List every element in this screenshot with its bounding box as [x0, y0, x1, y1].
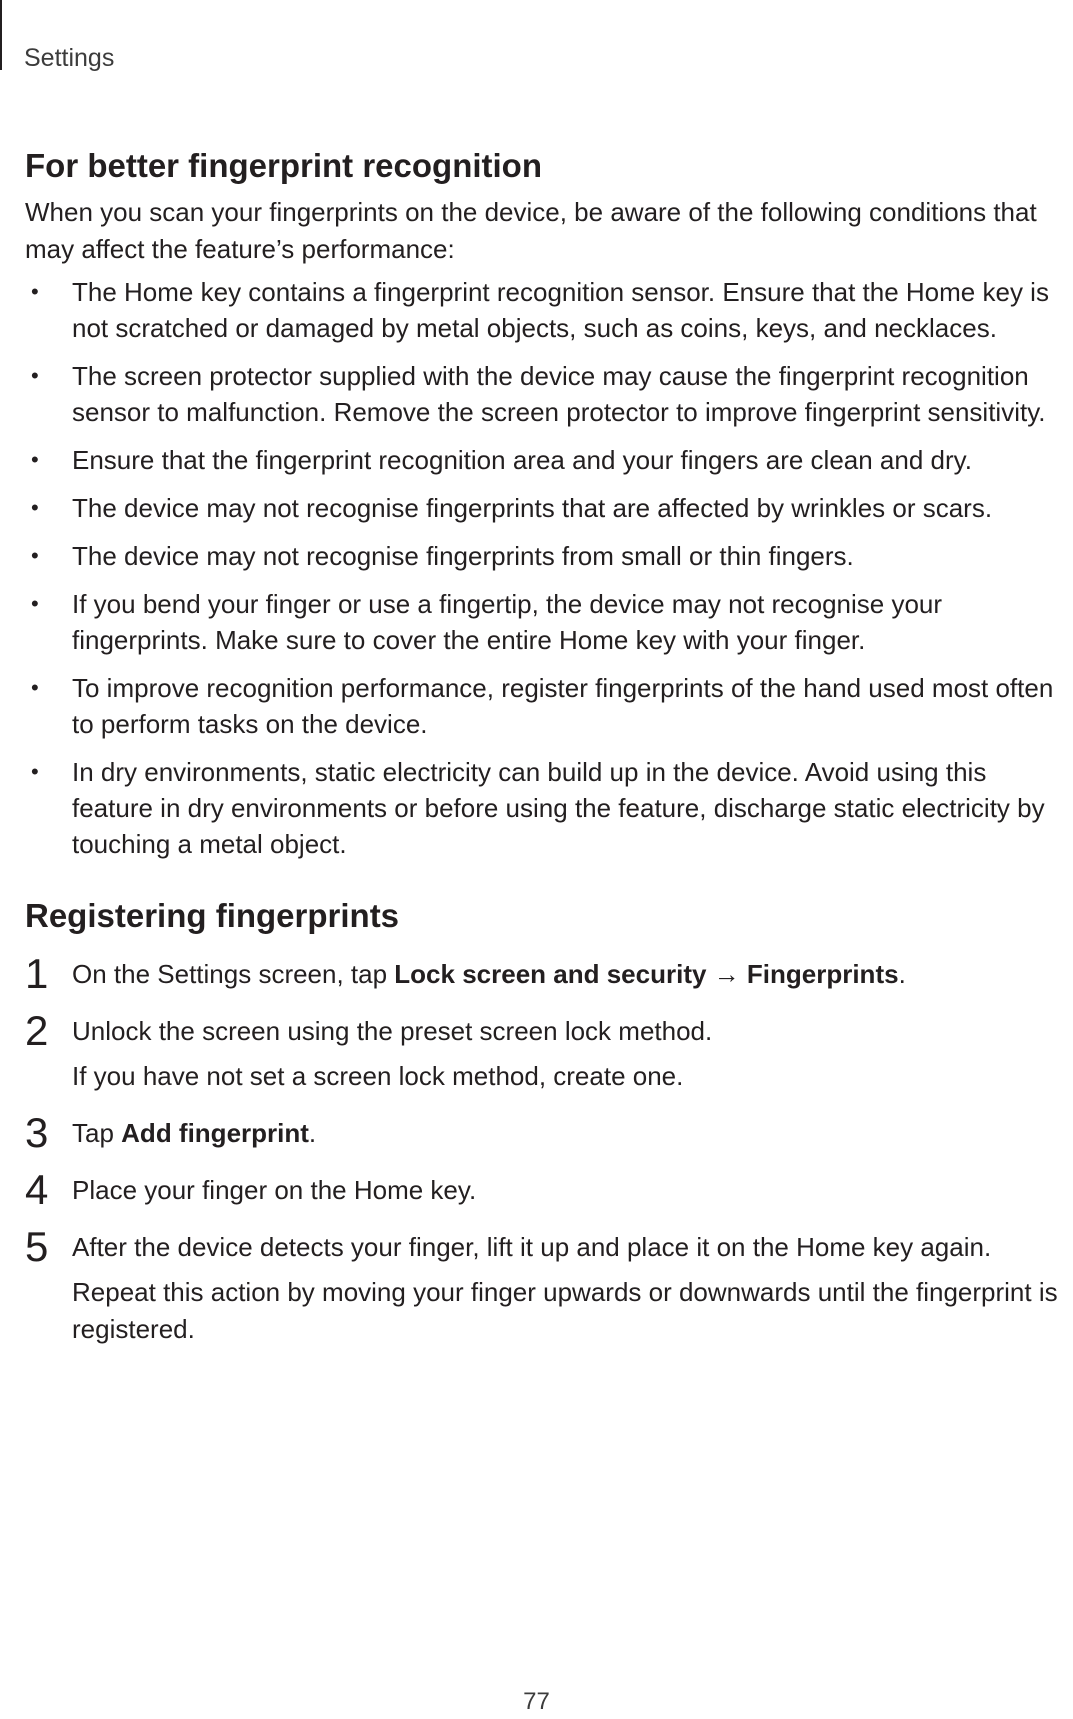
step-number: 2	[25, 1007, 49, 1054]
running-header: Settings	[24, 44, 115, 72]
list-item: • If you bend your finger or use a fingertip, the device may not recognise your fingerprints. Make sure to cover the entire Home key with your finger.	[25, 586, 1070, 658]
step-number: 3	[25, 1109, 49, 1156]
step-text: On the Settings screen, tap Lock screen and security → Fingerprints.	[72, 959, 906, 989]
list-item: • To improve recognition performance, register fingerprints of the hand used most often to perform tasks on the device.	[25, 670, 1070, 742]
step-text: Tap Add fingerprint.	[72, 1118, 317, 1148]
step-3	[25, 1109, 1070, 1156]
list-item: • The device may not recognise fingerprints that are affected by wrinkles or scars.	[25, 490, 1070, 526]
arrow-icon: →	[706, 959, 747, 989]
intro-paragraph: When you scan your fingerprints on the device, be aware of the following conditions that may affect the feature’s performance:	[25, 197, 1037, 264]
bullet-icon: •	[31, 591, 39, 616]
list-item: • Ensure that the fingerprint recognition area and your fingers are clean and dry.	[25, 442, 1070, 478]
step-number: 4	[25, 1166, 49, 1213]
bullet-icon: •	[31, 759, 39, 784]
step-1	[25, 950, 1070, 997]
bullet-icon: •	[31, 495, 39, 520]
page-number: 77	[523, 1688, 550, 1715]
step-5	[25, 1223, 1070, 1348]
list-item: • The screen protector supplied with the device may cause the fingerprint recognition sensor to malfunction. Remove the screen protector to improve fingerprint sensitivity.	[25, 358, 1070, 430]
header-rule	[0, 0, 2, 70]
section-heading-registering: Registering fingerprints	[25, 897, 400, 934]
step-note: If you have not set a screen lock method, create one.	[72, 1061, 684, 1091]
bullet-icon: •	[31, 279, 39, 304]
steps-list	[25, 950, 1070, 1348]
list-item: • The device may not recognise fingerprints from small or thin fingers.	[25, 538, 1070, 574]
section-heading-fingerprint-recognition: For better fingerprint recognition	[25, 147, 542, 184]
step-text: Unlock the screen using the preset screen lock method.	[72, 1016, 713, 1046]
ui-label-fingerprints: Fingerprints	[746, 959, 899, 989]
list-item: • In dry environments, static electricity can build up in the device. Avoid using this feature in dry environments or before using the feature, discharge static electricity by touching a metal object.	[25, 754, 1070, 862]
bullet-icon: •	[31, 543, 39, 568]
bullet-icon: •	[31, 447, 39, 472]
ui-label-add-fingerprint: Add fingerprint	[121, 1118, 309, 1148]
step-text: After the device detects your finger, lift it up and place it on the Home key again.	[72, 1232, 992, 1262]
conditions-list	[25, 274, 1070, 862]
step-number: 1	[25, 950, 49, 997]
page-content	[25, 140, 1070, 1368]
step-text: Place your finger on the Home key.	[72, 1175, 477, 1205]
ui-label-lock-screen: Lock screen and security	[394, 959, 707, 989]
step-4	[25, 1166, 1070, 1213]
bullet-icon: •	[31, 675, 39, 700]
step-number: 5	[25, 1223, 49, 1270]
step-note: Repeat this action by moving your finger upwards or downwards until the fingerprint is registered.	[72, 1277, 1058, 1344]
step-2	[25, 1007, 1070, 1095]
bullet-icon: •	[31, 363, 39, 388]
list-item: • The Home key contains a fingerprint recognition sensor. Ensure that the Home key is not scratched or damaged by metal objects, such as coins, keys, and necklaces.	[25, 274, 1070, 346]
